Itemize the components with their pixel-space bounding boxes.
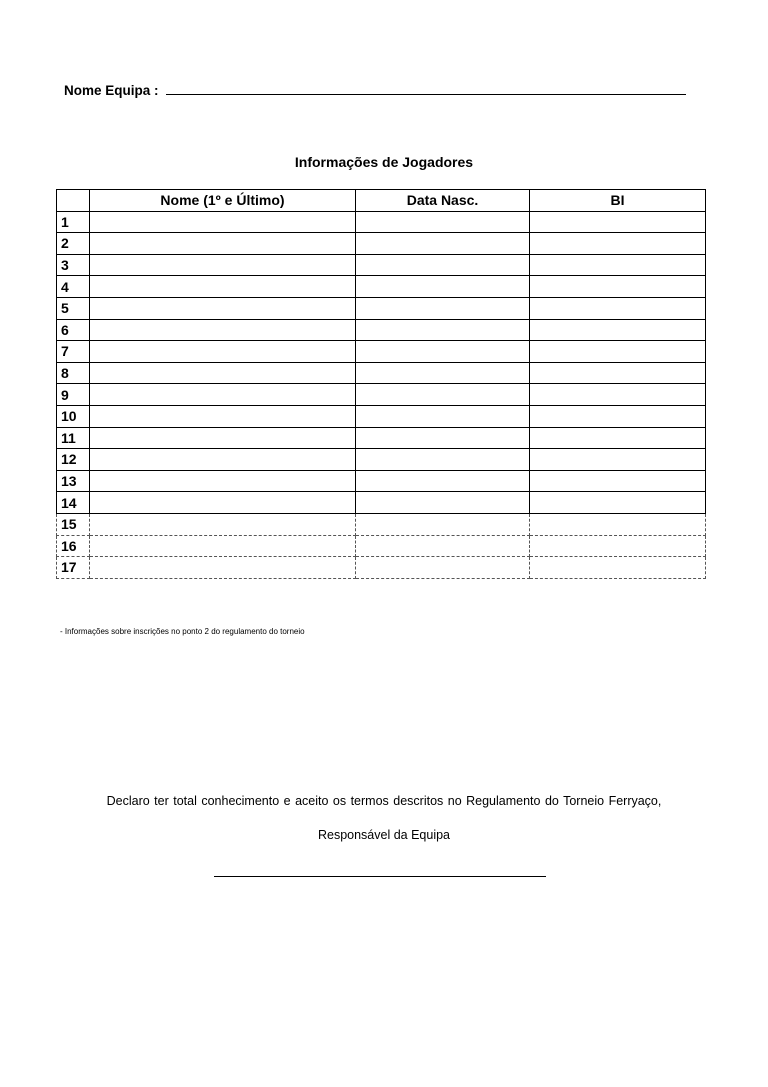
name-cell[interactable]: [90, 405, 356, 427]
bi-cell[interactable]: [530, 513, 706, 535]
table-row: [57, 492, 706, 514]
birthdate-cell[interactable]: [356, 233, 530, 255]
birthdate-cell[interactable]: [356, 362, 530, 384]
bi-cell[interactable]: [530, 233, 706, 255]
header-name: Nome (1º e Último): [90, 190, 356, 212]
team-name-label: Nome Equipa :: [64, 83, 159, 98]
registration-note: - Informações sobre inscrições no ponto 2 do regulamento do torneio: [60, 627, 305, 636]
bi-cell[interactable]: [530, 427, 706, 449]
row-number: 7: [57, 341, 90, 363]
team-name-field: [64, 82, 686, 98]
bi-cell[interactable]: [530, 341, 706, 363]
name-cell[interactable]: [90, 384, 356, 406]
bi-cell[interactable]: [530, 405, 706, 427]
name-cell[interactable]: [90, 297, 356, 319]
name-cell[interactable]: [90, 211, 356, 233]
birthdate-cell[interactable]: [356, 492, 530, 514]
birthdate-cell[interactable]: [356, 405, 530, 427]
signature-line[interactable]: [214, 876, 546, 877]
bi-cell[interactable]: [530, 470, 706, 492]
name-cell[interactable]: [90, 492, 356, 514]
table-row: [57, 319, 706, 341]
birthdate-cell[interactable]: [356, 297, 530, 319]
name-cell[interactable]: [90, 319, 356, 341]
bi-cell[interactable]: [530, 384, 706, 406]
bi-cell[interactable]: [530, 276, 706, 298]
birthdate-cell[interactable]: [356, 276, 530, 298]
birthdate-cell[interactable]: [356, 449, 530, 471]
row-number: 3: [57, 254, 90, 276]
birthdate-cell[interactable]: [356, 254, 530, 276]
birthdate-cell[interactable]: [356, 557, 530, 579]
row-number: 9: [57, 384, 90, 406]
row-number: 14: [57, 492, 90, 514]
row-number: 11: [57, 427, 90, 449]
bi-cell[interactable]: [530, 492, 706, 514]
row-number: 4: [57, 276, 90, 298]
birthdate-cell[interactable]: [356, 341, 530, 363]
bi-cell[interactable]: [530, 557, 706, 579]
table-row: [57, 470, 706, 492]
birthdate-cell[interactable]: [356, 470, 530, 492]
row-number: 17: [57, 557, 90, 579]
responsible-label: Responsável da Equipa: [317, 828, 451, 842]
table-header-row: [57, 190, 706, 212]
table-row: [57, 513, 706, 535]
birthdate-cell[interactable]: [356, 513, 530, 535]
row-number: 6: [57, 319, 90, 341]
table-row: [57, 535, 706, 557]
birthdate-cell[interactable]: [356, 211, 530, 233]
row-number: 8: [57, 362, 90, 384]
table-row: [57, 341, 706, 363]
team-name-input-line[interactable]: [166, 82, 686, 95]
table-row: [57, 254, 706, 276]
row-number: 5: [57, 297, 90, 319]
birthdate-cell[interactable]: [356, 535, 530, 557]
name-cell[interactable]: [90, 557, 356, 579]
header-bi: BI: [530, 190, 706, 212]
table-title: Informações de Jogadores: [294, 154, 474, 170]
players-table: [56, 189, 706, 579]
row-number: 10: [57, 405, 90, 427]
row-number: 15: [57, 513, 90, 535]
name-cell[interactable]: [90, 427, 356, 449]
row-number: 13: [57, 470, 90, 492]
table-row: [57, 427, 706, 449]
row-number: 1: [57, 211, 90, 233]
name-cell[interactable]: [90, 535, 356, 557]
table-row: [57, 384, 706, 406]
name-cell[interactable]: [90, 341, 356, 363]
bi-cell[interactable]: [530, 535, 706, 557]
table-row: [57, 233, 706, 255]
row-number: 12: [57, 449, 90, 471]
bi-cell[interactable]: [530, 254, 706, 276]
row-number: 16: [57, 535, 90, 557]
name-cell[interactable]: [90, 276, 356, 298]
table-row: [57, 405, 706, 427]
name-cell[interactable]: [90, 470, 356, 492]
bi-cell[interactable]: [530, 362, 706, 384]
bi-cell[interactable]: [530, 211, 706, 233]
name-cell[interactable]: [90, 513, 356, 535]
birthdate-cell[interactable]: [356, 427, 530, 449]
bi-cell[interactable]: [530, 319, 706, 341]
table-row: [57, 449, 706, 471]
name-cell[interactable]: [90, 254, 356, 276]
header-number: [57, 190, 90, 212]
header-birthdate: Data Nasc.: [356, 190, 530, 212]
table-row: [57, 362, 706, 384]
declaration-text: Declaro ter total conhecimento e aceito os termos descritos no Regulamento do Torneio Ferryaço,: [106, 794, 662, 808]
table-row: [57, 211, 706, 233]
birthdate-cell[interactable]: [356, 384, 530, 406]
table-row: [57, 276, 706, 298]
name-cell[interactable]: [90, 362, 356, 384]
table-row: [57, 557, 706, 579]
birthdate-cell[interactable]: [356, 319, 530, 341]
row-number: 2: [57, 233, 90, 255]
bi-cell[interactable]: [530, 449, 706, 471]
table-row: [57, 297, 706, 319]
name-cell[interactable]: [90, 449, 356, 471]
bi-cell[interactable]: [530, 297, 706, 319]
name-cell[interactable]: [90, 233, 356, 255]
